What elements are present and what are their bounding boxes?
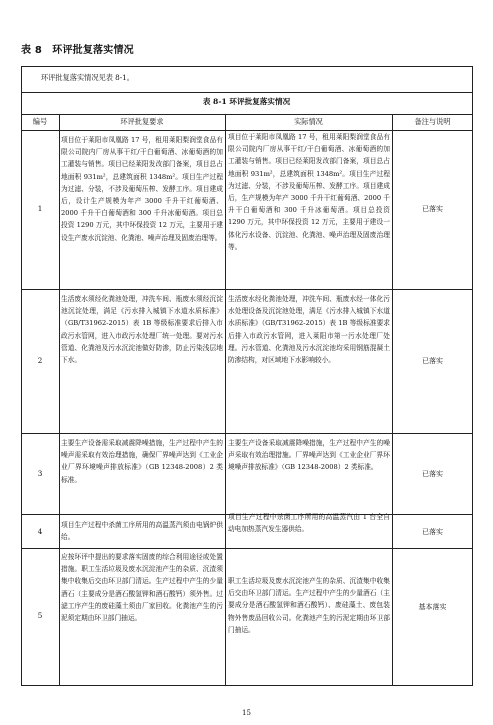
row-number: 4 — [37, 527, 43, 536]
row-divider — [21, 433, 473, 434]
actual-cell: 项目位于莱阳市凤凰路 17 号，租用莱阳梨润堂食品有限公司院内厂房从事干红/干白葡萄酒、冰葡萄酒的加工灌装与销售。项目已经莱阳发改部门备案，项目总占地面积 931m²，总建筑面积 1348m²。项目生产过程为过滤、分装，不涉及葡萄压榨、发酵工序。项目建成后，生产规模为年产 3000 千升干红葡萄酒、2000 千升干白葡萄酒和 300 千升冰葡萄酒。项目总投资 1290 万元，其中环保投资 12 万元，主要用于建设一体化污水设备、沉淀池、化粪池、噪声治理及固废治理等。 — [228, 133, 390, 251]
column-divider — [392, 114, 393, 686]
column-divider — [59, 114, 60, 686]
page-number: 15 — [242, 709, 251, 717]
row-number: 3 — [37, 469, 43, 478]
row-divider — [21, 548, 473, 549]
row-number: 1 — [37, 204, 43, 213]
header-num: 编号 — [32, 117, 48, 126]
requirement-cell: 项目生产过程中杀菌工序所用的高温蒸汽须由电锅炉供给。 — [61, 521, 223, 542]
header-requirement: 环评批复要求 — [120, 117, 164, 126]
actual-cell: 职工生活垃圾及废水沉淀池产生的杂质、沉渣集中收集后交由环卫部门清运。生产过程中产生的少量酒石（主要成分是酒石酸氢钾和酒石酸钙）、废硅藻土、废包装物外售废品回收公司。化粪池产生的污泥定期由环卫部门抽运。 — [228, 577, 390, 634]
status-cell: 已落实 — [422, 205, 443, 213]
requirement-cell: 项目位于莱阳市凤凰路 17 号，租用莱阳梨润堂食品有限公司院内厂房从事干红/干白葡萄酒、冰葡萄酒的加工灌装与销售。项目已经莱阳发改部门备案，项目总占地面积 931m²，总建筑面积 1348m²。项目生产过程为过滤、分装，不涉及葡萄压榨、发酵工序。项目建成后，设计生产规模为年产 3000 千升干红葡萄酒、2000 千升干白葡萄酒和 300 千升冰葡萄酒。项目总投资 1290 万元，其中环保投资 12 万元，主要用于建设生产废水沉淀池、化粪池、噪声治理及固废治理等。 — [61, 136, 223, 242]
actual-cell: 项目生产过程中杀菌工序所用的高温蒸汽由 1 台全自动电加热蒸汽发生器供给。 — [228, 513, 390, 534]
header-actual: 实际情况 — [294, 117, 323, 126]
requirement-cell: 主要生产设备需采取减震降噪措施，生产过程中产生的噪声需采取有效治理措施，确保厂界噪声达到《工业企业厂界环境噪声排放标准》（GB 12348-2008）2 类标准。 — [61, 439, 223, 484]
row-divider — [21, 289, 473, 290]
intro-divider — [21, 92, 473, 93]
header-note: 备注与说明 — [414, 117, 451, 126]
status-cell: 已落实 — [422, 357, 443, 365]
requirement-cell: 生活废水须经化粪池处理，冲洗车间、瓶废水须经沉淀池沉淀处理，满足《污水排入城镇下水道水质标准》（GB/T31962-2015）表 1B 等级标准要求后排入市政污水管网，进入市政污水处理厂统一处理。要对污水管道、化粪池及污水沉淀池做好防渗，防止污染浅层地下水。 — [61, 295, 223, 365]
status-cell: 已落实 — [422, 470, 443, 478]
column-divider — [225, 114, 226, 686]
status-cell: 基本落实 — [418, 603, 447, 611]
intro-text: 环评批复落实情况见表 8-1。 — [41, 73, 134, 82]
actual-cell: 主要生产设备采取减震降噪措施，生产过程中产生的噪声采取有效治理措施。厂界噪声达到《工业企业厂界环境噪声排放标准》（GB 12348-2008）2 类标准。 — [228, 439, 390, 472]
row-number: 2 — [37, 356, 43, 365]
section-title: 表 8 环评批复落实情况 — [21, 45, 134, 56]
requirement-cell: 应按环评中提出的要求落实固废的综合利用途径或处置措施。职工生活垃圾及废水沉淀池产生的杂质、沉渣须集中收集后交由环卫部门清运。生产过程中产生的少量酒石（主要成分是酒石酸氢钾和酒石酸钙）须外售。过滤工序产生的废硅藻土须由厂家回收。化粪池产生的污泥须定期由环卫部门抽运。 — [61, 553, 223, 623]
actual-cell: 生活废水经化粪池处理，冲洗车间、瓶废水经一体化污水处理设备及沉淀池处理，满足《污水排入城镇下水道水质标准》（GB/T31962-2015）表 1B 等级标准要求后排入市政污水管网，进入莱阳市第一污水处理厂处理。污水管道、化粪池及污水沉淀池均采用钢筋混凝土防渗结构，对区域地下水影响较小。 — [228, 295, 390, 365]
status-cell: 已落实 — [422, 528, 443, 536]
row-number: 5 — [37, 611, 43, 620]
table-title: 表 8-1 环评批复落实情况 — [202, 97, 291, 106]
